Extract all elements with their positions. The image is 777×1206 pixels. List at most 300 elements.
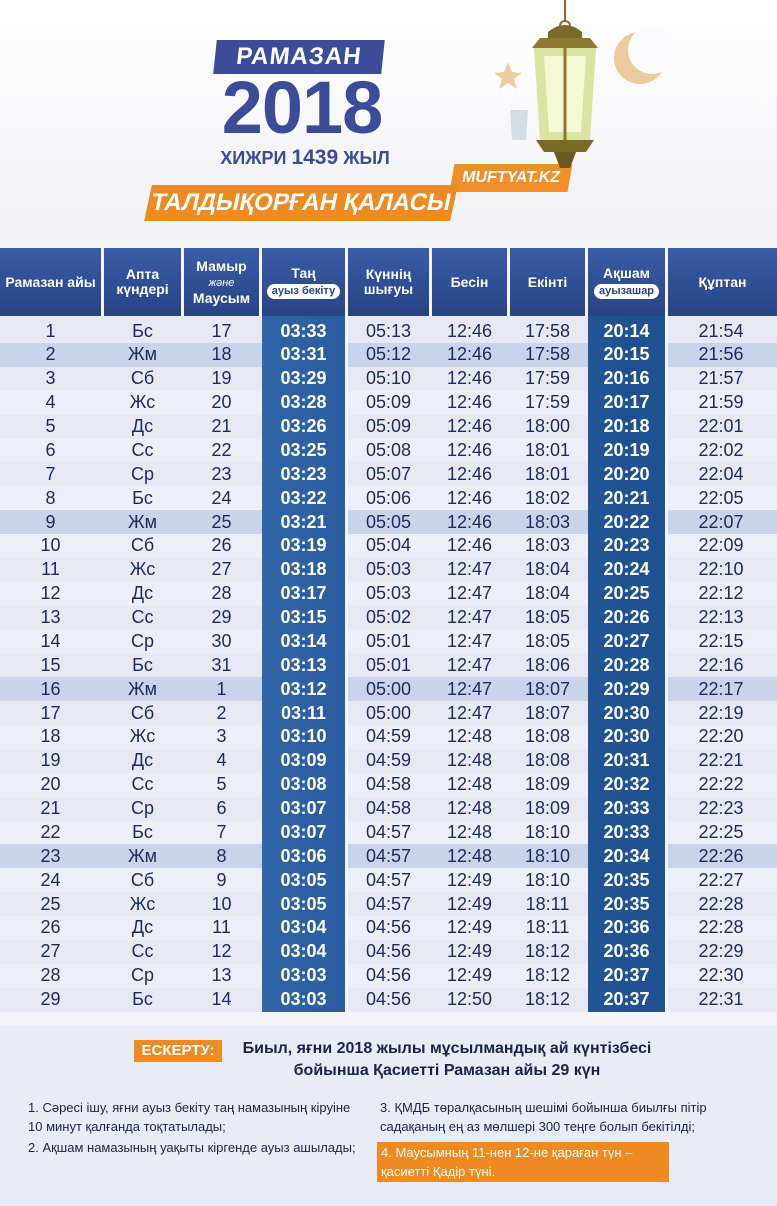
asr-time: 18:09 <box>510 773 588 797</box>
asr-time: 18:08 <box>510 725 588 749</box>
table-row <box>0 653 777 677</box>
month-day: 29 <box>184 606 262 630</box>
asr-time: 18:02 <box>510 486 588 510</box>
asr-time: 18:01 <box>510 462 588 486</box>
table-row <box>0 316 777 343</box>
dhuhr-time: 12:47 <box>432 582 510 606</box>
isha-time: 22:10 <box>668 558 777 582</box>
sunrise-time: 05:09 <box>348 391 432 415</box>
table-row <box>0 486 777 510</box>
weekday: Жм <box>104 510 184 534</box>
isha-time: 22:26 <box>668 844 777 868</box>
month-label: РАМАЗАН <box>213 40 385 74</box>
weekday: Сб <box>104 701 184 725</box>
dhuhr-time: 12:48 <box>432 773 510 797</box>
maghrib-time: 20:37 <box>588 964 668 988</box>
month-day: 9 <box>184 868 262 892</box>
weekday: Жм <box>104 844 184 868</box>
table-row <box>0 462 777 486</box>
month-day: 28 <box>184 582 262 606</box>
maghrib-time: 20:36 <box>588 916 668 940</box>
table-row <box>0 630 777 654</box>
sunrise-time: 04:58 <box>348 773 432 797</box>
weekday: Жс <box>104 725 184 749</box>
maghrib-time: 20:30 <box>588 701 668 725</box>
maghrib-time: 20:21 <box>588 486 668 510</box>
isha-time: 22:25 <box>668 821 777 845</box>
table-row <box>0 701 777 725</box>
ramadan-day: 15 <box>0 653 104 677</box>
weekday: Сс <box>104 439 184 463</box>
asr-time: 18:00 <box>510 415 588 439</box>
fajr-time: 03:05 <box>262 868 348 892</box>
website-badge: MUFTYAT.KZ <box>450 164 573 192</box>
month-day: 7 <box>184 821 262 845</box>
table-row <box>0 367 777 391</box>
asr-time: 18:11 <box>510 892 588 916</box>
ramadan-day: 10 <box>0 534 104 558</box>
ramadan-day: 23 <box>0 844 104 868</box>
dhuhr-time: 12:48 <box>432 749 510 773</box>
dhuhr-time: 12:46 <box>432 343 510 367</box>
ramadan-day: 8 <box>0 486 104 510</box>
fajr-time: 03:07 <box>262 797 348 821</box>
dhuhr-time: 12:46 <box>432 367 510 391</box>
sunrise-time: 05:00 <box>348 701 432 725</box>
weekday: Жс <box>104 391 184 415</box>
sunrise-time: 05:04 <box>348 534 432 558</box>
ramadan-day: 9 <box>0 510 104 534</box>
table-row <box>0 343 777 367</box>
table-row <box>0 940 777 964</box>
fajr-time: 03:09 <box>262 749 348 773</box>
weekday: Дс <box>104 415 184 439</box>
maghrib-time: 20:32 <box>588 773 668 797</box>
weekday: Сб <box>104 868 184 892</box>
fajr-time: 03:17 <box>262 582 348 606</box>
isha-time: 22:02 <box>668 439 777 463</box>
month-day: 14 <box>184 988 262 1012</box>
isha-time: 22:30 <box>668 964 777 988</box>
maghrib-time: 20:14 <box>588 316 668 343</box>
table-row <box>0 391 777 415</box>
sunrise-time: 04:56 <box>348 916 432 940</box>
asr-time: 18:11 <box>510 916 588 940</box>
ramadan-day: 18 <box>0 725 104 749</box>
sunrise-time: 04:57 <box>348 844 432 868</box>
ramadan-day: 5 <box>0 415 104 439</box>
dhuhr-time: 12:49 <box>432 964 510 988</box>
header <box>0 0 777 240</box>
table-row <box>0 964 777 988</box>
table-row <box>0 749 777 773</box>
year: 2018 <box>221 66 383 149</box>
table-row <box>0 892 777 916</box>
dhuhr-time: 12:47 <box>432 701 510 725</box>
maghrib-time: 20:26 <box>588 606 668 630</box>
month-day: 11 <box>184 916 262 940</box>
maghrib-time: 20:29 <box>588 677 668 701</box>
isha-time: 21:56 <box>668 343 777 367</box>
isha-time: 22:01 <box>668 415 777 439</box>
table-header-row <box>0 248 777 316</box>
table-row <box>0 725 777 749</box>
prayer-times-table <box>0 248 777 1012</box>
dhuhr-time: 12:47 <box>432 630 510 654</box>
fajr-time: 03:33 <box>262 316 348 343</box>
fajr-time: 03:28 <box>262 391 348 415</box>
fajr-time: 03:29 <box>262 367 348 391</box>
isha-time: 22:22 <box>668 773 777 797</box>
weekday: Ср <box>104 964 184 988</box>
ramadan-day: 14 <box>0 630 104 654</box>
weekday: Бс <box>104 486 184 510</box>
sunrise-time: 05:09 <box>348 415 432 439</box>
month-day: 19 <box>184 367 262 391</box>
table-row <box>0 916 777 940</box>
asr-time: 18:12 <box>510 988 588 1012</box>
sunrise-time: 05:06 <box>348 486 432 510</box>
ramadan-day: 16 <box>0 677 104 701</box>
maghrib-time: 20:28 <box>588 653 668 677</box>
dhuhr-time: 12:46 <box>432 462 510 486</box>
month-day: 10 <box>184 892 262 916</box>
sunrise-time: 04:56 <box>348 940 432 964</box>
maghrib-time: 20:25 <box>588 582 668 606</box>
star-icon <box>494 62 522 89</box>
note-3: 3. ҚМДБ төралқасының шешімі бойынша биылғы пітір садақаның ең аз мөлшері 300 теңге болып бекітілді; <box>380 1100 707 1134</box>
table-row <box>0 821 777 845</box>
sunrise-time: 04:56 <box>348 964 432 988</box>
sunrise-time: 04:56 <box>348 988 432 1012</box>
col-fajr: Таң ауыз бекіту <box>262 248 348 316</box>
dhuhr-time: 12:46 <box>432 391 510 415</box>
note-1: 1. Сәресі ішу, яғни ауыз бекіту таң намазының кіруіне 10 минут қалғанда тоқтатылады; <box>28 1100 351 1134</box>
timetable <box>0 248 777 1012</box>
dhuhr-time: 12:46 <box>432 534 510 558</box>
dhuhr-time: 12:49 <box>432 916 510 940</box>
isha-time: 21:54 <box>668 316 777 343</box>
month-day: 26 <box>184 534 262 558</box>
sunrise-time: 04:57 <box>348 892 432 916</box>
ramadan-day: 19 <box>0 749 104 773</box>
isha-time: 22:28 <box>668 916 777 940</box>
sunrise-time: 05:02 <box>348 606 432 630</box>
table-row <box>0 534 777 558</box>
weekday: Дс <box>104 749 184 773</box>
weekday: Жс <box>104 892 184 916</box>
sunrise-time: 05:03 <box>348 558 432 582</box>
fajr-time: 03:03 <box>262 988 348 1012</box>
isha-time: 21:57 <box>668 367 777 391</box>
isha-time: 22:28 <box>668 892 777 916</box>
weekday: Ср <box>104 462 184 486</box>
dhuhr-time: 12:47 <box>432 606 510 630</box>
fajr-time: 03:26 <box>262 415 348 439</box>
ramadan-day: 22 <box>0 821 104 845</box>
weekday: Жс <box>104 558 184 582</box>
isha-time: 22:23 <box>668 797 777 821</box>
weekday: Бс <box>104 653 184 677</box>
month-day: 8 <box>184 844 262 868</box>
crescent-icon <box>614 26 676 84</box>
sunrise-time: 04:59 <box>348 749 432 773</box>
maghrib-time: 20:30 <box>588 725 668 749</box>
dhuhr-time: 12:48 <box>432 725 510 749</box>
ramadan-day: 25 <box>0 892 104 916</box>
asr-time: 18:05 <box>510 606 588 630</box>
note-2: 2. Ақшам намазының уақыты кіргенде ауыз ашылады; <box>28 1140 356 1155</box>
table-row <box>0 439 777 463</box>
fajr-time: 03:13 <box>262 653 348 677</box>
asr-time: 18:03 <box>510 510 588 534</box>
sunrise-time: 05:05 <box>348 510 432 534</box>
ramadan-day: 1 <box>0 316 104 343</box>
month-day: 21 <box>184 415 262 439</box>
col-maghrib: Ақшам ауызашар <box>588 248 668 316</box>
isha-time: 22:29 <box>668 940 777 964</box>
asr-time: 17:59 <box>510 367 588 391</box>
fajr-time: 03:03 <box>262 964 348 988</box>
maghrib-time: 20:35 <box>588 868 668 892</box>
asr-time: 18:08 <box>510 749 588 773</box>
asr-time: 18:01 <box>510 439 588 463</box>
sunrise-time: 04:59 <box>348 725 432 749</box>
col-dhuhr: Бесін <box>432 248 510 316</box>
maghrib-time: 20:17 <box>588 391 668 415</box>
fajr-time: 03:22 <box>262 486 348 510</box>
weekday: Дс <box>104 916 184 940</box>
maghrib-time: 20:19 <box>588 439 668 463</box>
hijri-suffix: ЖЫЛ <box>343 148 390 168</box>
fajr-time: 03:23 <box>262 462 348 486</box>
ramadan-day: 26 <box>0 916 104 940</box>
dhuhr-time: 12:49 <box>432 940 510 964</box>
weekday: Сб <box>104 367 184 391</box>
sunrise-time: 05:12 <box>348 343 432 367</box>
maghrib-time: 20:24 <box>588 558 668 582</box>
sunrise-time: 05:13 <box>348 316 432 343</box>
fajr-time: 03:12 <box>262 677 348 701</box>
dhuhr-time: 12:48 <box>432 821 510 845</box>
table-row <box>0 868 777 892</box>
maghrib-time: 20:18 <box>588 415 668 439</box>
isha-time: 22:16 <box>668 653 777 677</box>
isha-time: 22:27 <box>668 868 777 892</box>
weekday: Бс <box>104 821 184 845</box>
weekday: Сс <box>104 606 184 630</box>
dhuhr-time: 12:49 <box>432 868 510 892</box>
month-day: 18 <box>184 343 262 367</box>
dhuhr-time: 12:46 <box>432 415 510 439</box>
isha-time: 22:04 <box>668 462 777 486</box>
col-isha: Құптан <box>668 248 777 316</box>
month-day: 22 <box>184 439 262 463</box>
maghrib-time: 20:35 <box>588 892 668 916</box>
maghrib-time: 20:16 <box>588 367 668 391</box>
fajr-time: 03:04 <box>262 916 348 940</box>
weekday: Ср <box>104 797 184 821</box>
ramadan-day: 24 <box>0 868 104 892</box>
asr-time: 17:58 <box>510 343 588 367</box>
weekday: Бс <box>104 316 184 343</box>
ramadan-day: 12 <box>0 582 104 606</box>
ramadan-day: 2 <box>0 343 104 367</box>
month-day: 13 <box>184 964 262 988</box>
table-row <box>0 582 777 606</box>
isha-time: 22:09 <box>668 534 777 558</box>
isha-time: 22:15 <box>668 630 777 654</box>
ramadan-day: 11 <box>0 558 104 582</box>
weekday: Дс <box>104 582 184 606</box>
col-ramadan-day: Рамазан айы <box>0 248 104 316</box>
sunrise-time: 05:01 <box>348 653 432 677</box>
fajr-time: 03:05 <box>262 892 348 916</box>
ramadan-day: 28 <box>0 964 104 988</box>
hijri-year: 1439 <box>291 146 339 169</box>
maghrib-time: 20:31 <box>588 749 668 773</box>
table-row <box>0 606 777 630</box>
fajr-time: 03:18 <box>262 558 348 582</box>
dhuhr-time: 12:49 <box>432 892 510 916</box>
isha-time: 22:21 <box>668 749 777 773</box>
month-day: 31 <box>184 653 262 677</box>
col-month-day: Мамыр және Маусым <box>184 248 262 316</box>
asr-time: 18:09 <box>510 797 588 821</box>
maghrib-time: 20:34 <box>588 844 668 868</box>
ramadan-day: 13 <box>0 606 104 630</box>
isha-time: 22:17 <box>668 677 777 701</box>
fajr-time: 03:07 <box>262 821 348 845</box>
fajr-time: 03:31 <box>262 343 348 367</box>
maghrib-time: 20:20 <box>588 462 668 486</box>
month-day: 24 <box>184 486 262 510</box>
weekday: Ср <box>104 630 184 654</box>
asr-time: 17:58 <box>510 316 588 343</box>
table-row <box>0 844 777 868</box>
maghrib-time: 20:27 <box>588 630 668 654</box>
hijri-prefix: ХИЖРИ <box>220 148 287 168</box>
ramadan-day: 17 <box>0 701 104 725</box>
warning-text: Биыл, яғни 2018 жылы мұсылмандық ай күнтізбесі бойынша Қасиетті Рамазан айы 29 күн <box>242 1040 652 1079</box>
dhuhr-time: 12:48 <box>432 797 510 821</box>
maghrib-time: 20:33 <box>588 797 668 821</box>
asr-time: 18:04 <box>510 582 588 606</box>
table-row <box>0 558 777 582</box>
fajr-time: 03:11 <box>262 701 348 725</box>
weekday: Сс <box>104 773 184 797</box>
ramadan-day: 3 <box>0 367 104 391</box>
ramadan-day: 6 <box>0 439 104 463</box>
sunrise-time: 05:00 <box>348 677 432 701</box>
month-day: 30 <box>184 630 262 654</box>
notes-section <box>0 1026 777 1206</box>
isha-time: 22:07 <box>668 510 777 534</box>
isha-time: 22:13 <box>668 606 777 630</box>
isha-time: 22:31 <box>668 988 777 1012</box>
fajr-time: 03:15 <box>262 606 348 630</box>
asr-time: 18:10 <box>510 821 588 845</box>
weekday: Жм <box>104 677 184 701</box>
isha-time: 22:05 <box>668 486 777 510</box>
sunrise-time: 04:57 <box>348 821 432 845</box>
ramadan-day: 20 <box>0 773 104 797</box>
sunrise-time: 05:10 <box>348 367 432 391</box>
fajr-time: 03:08 <box>262 773 348 797</box>
maghrib-time: 20:23 <box>588 534 668 558</box>
month-day: 4 <box>184 749 262 773</box>
weekday: Сс <box>104 940 184 964</box>
table-row <box>0 797 777 821</box>
month-day: 25 <box>184 510 262 534</box>
dhuhr-time: 12:46 <box>432 439 510 463</box>
sunrise-time: 04:57 <box>348 868 432 892</box>
warning-label: ЕСКЕРТУ: <box>134 1040 222 1062</box>
month-day: 20 <box>184 391 262 415</box>
fajr-time: 03:10 <box>262 725 348 749</box>
month-day: 3 <box>184 725 262 749</box>
month-day: 23 <box>184 462 262 486</box>
weekday: Сб <box>104 534 184 558</box>
table-row <box>0 415 777 439</box>
month-day: 5 <box>184 773 262 797</box>
maghrib-time: 20:33 <box>588 821 668 845</box>
maghrib-time: 20:22 <box>588 510 668 534</box>
ramadan-day: 27 <box>0 940 104 964</box>
dhuhr-time: 12:50 <box>432 988 510 1012</box>
sunrise-time: 05:08 <box>348 439 432 463</box>
maghrib-time: 20:36 <box>588 940 668 964</box>
fajr-time: 03:14 <box>262 630 348 654</box>
sunrise-time: 04:58 <box>348 797 432 821</box>
asr-time: 18:07 <box>510 677 588 701</box>
month-day: 6 <box>184 797 262 821</box>
dhuhr-time: 12:47 <box>432 677 510 701</box>
col-weekday: Апта күндері <box>104 248 184 316</box>
asr-time: 18:10 <box>510 844 588 868</box>
weekday: Бс <box>104 988 184 1012</box>
month-day: 27 <box>184 558 262 582</box>
isha-time: 22:19 <box>668 701 777 725</box>
asr-time: 18:06 <box>510 653 588 677</box>
weekday: Жм <box>104 343 184 367</box>
asr-time: 18:03 <box>510 534 588 558</box>
ramadan-day: 7 <box>0 462 104 486</box>
fajr-time: 03:06 <box>262 844 348 868</box>
month-day: 1 <box>184 677 262 701</box>
fajr-time: 03:04 <box>262 940 348 964</box>
ramadan-day: 29 <box>0 988 104 1012</box>
isha-time: 22:12 <box>668 582 777 606</box>
ramadan-day: 4 <box>0 391 104 415</box>
ramadan-day: 21 <box>0 797 104 821</box>
isha-time: 21:59 <box>668 391 777 415</box>
asr-time: 18:10 <box>510 868 588 892</box>
sunrise-time: 05:07 <box>348 462 432 486</box>
month-day: 17 <box>184 316 262 343</box>
fajr-time: 03:21 <box>262 510 348 534</box>
maghrib-time: 20:37 <box>588 988 668 1012</box>
dhuhr-time: 12:47 <box>432 558 510 582</box>
asr-time: 18:12 <box>510 940 588 964</box>
city-banner: ТАЛДЫҚОРҒАН ҚАЛАСЫ <box>144 185 458 221</box>
asr-time: 18:12 <box>510 964 588 988</box>
lantern-icon <box>470 0 680 180</box>
sunrise-time: 05:01 <box>348 630 432 654</box>
fajr-time: 03:25 <box>262 439 348 463</box>
asr-time: 17:59 <box>510 391 588 415</box>
dhuhr-time: 12:48 <box>432 844 510 868</box>
